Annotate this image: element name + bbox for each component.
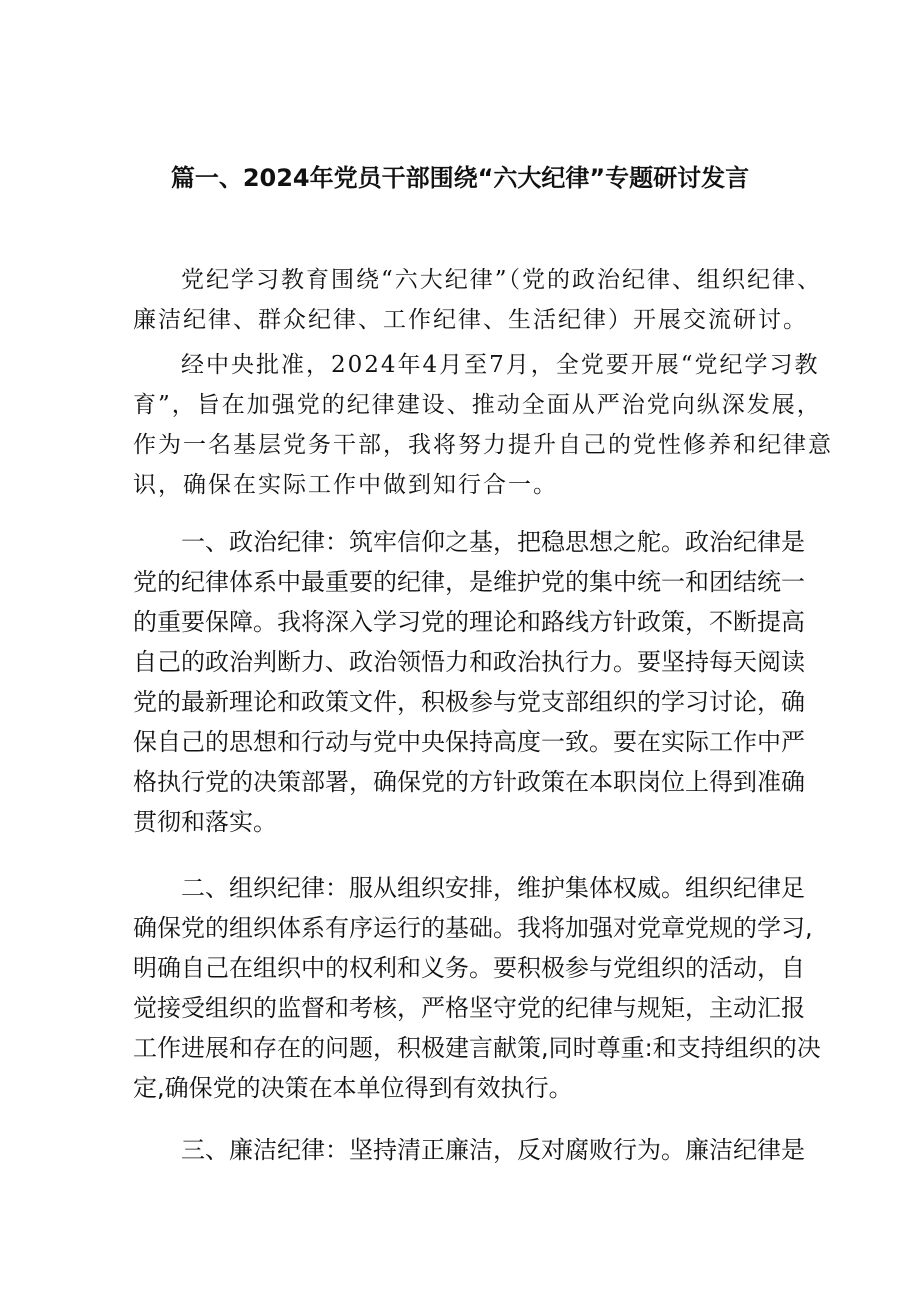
section1-line: 贯彻和落实。 <box>133 808 277 836</box>
background-paragraph <box>133 345 833 505</box>
section1-line: 党的纪律体系中最重要的纪律，是维护党的集中统一和团结统一 <box>133 568 805 596</box>
section2-line: 二、组织纪律：服从组织安排，维护集体权威。组织纪律足 <box>181 874 805 902</box>
section1-line: 的重要保障。我将深入学习党的理论和路线方针政策，不断提高 <box>133 608 805 636</box>
section1-line: 格执行党的决策部署，确保党的方针政策在本职岗位上得到准确 <box>133 768 805 796</box>
document-title: 篇一、2024年党员干部围绕“六大纪律”专题研讨发言 <box>170 164 750 192</box>
section2-line: 明确自己在组织中的权利和义务。要积极参与党组织的活动，自 <box>133 954 805 982</box>
intro-line: 廉洁纪律、群众纪律、工作纪律、生活纪律）开展交流研讨。 <box>133 307 808 333</box>
section2-line: 定,确保党的决策在本单位得到有效执行。 <box>133 1074 573 1102</box>
section1-line: 党的最新理论和政策文件，积极参与党支部组织的学习讨论，确 <box>133 688 805 716</box>
intro-paragraph <box>133 260 823 340</box>
section2-line: 觉接受组织的监督和考核，严格坚守党的纪律与规矩，主动汇报 <box>133 994 805 1022</box>
background-line: 经中央批准，2024年4月至7月，全党要开展“党纪学习教 <box>181 352 820 378</box>
section1-line: 一、政治纪律：筑牢信仰之基，把稳思想之舵。政治纪律是 <box>181 528 805 556</box>
section1-line: 保自己的思想和行动与党中央保持高度一致。要在实际工作中严 <box>133 728 805 756</box>
section-integrity-discipline <box>133 1130 805 1170</box>
section1-line: 自己的政治判断力、政治领悟力和政治执行力。要坚持每天阅读 <box>133 648 805 676</box>
section-political-discipline <box>133 522 805 842</box>
section3-line: 三、廉洁纪律：坚持清正廉洁，反对腐败行为。廉洁纪律是 <box>181 1136 805 1164</box>
background-line: 作为一名基层党务干部，我将努力提升自己的党性修养和纪律意 <box>133 432 833 458</box>
section-organizational-discipline <box>133 868 821 1108</box>
intro-line: 党纪学习教育围绕“六大纪律”（党的政治纪律、组织纪律、 <box>181 267 823 293</box>
section2-line: 确保党的组织体系有序运行的基础。我将加强对党章党规的学习, <box>133 914 813 942</box>
background-line: 识，确保在实际工作中做到知行合一。 <box>133 472 558 498</box>
section2-line: 工作进展和存在的问题，积极建言献策,同时尊重:和支持组织的决 <box>133 1034 821 1062</box>
background-line: 育”，旨在加强党的纪律建设、推动全面从严治党向纵深发展， <box>133 392 822 418</box>
